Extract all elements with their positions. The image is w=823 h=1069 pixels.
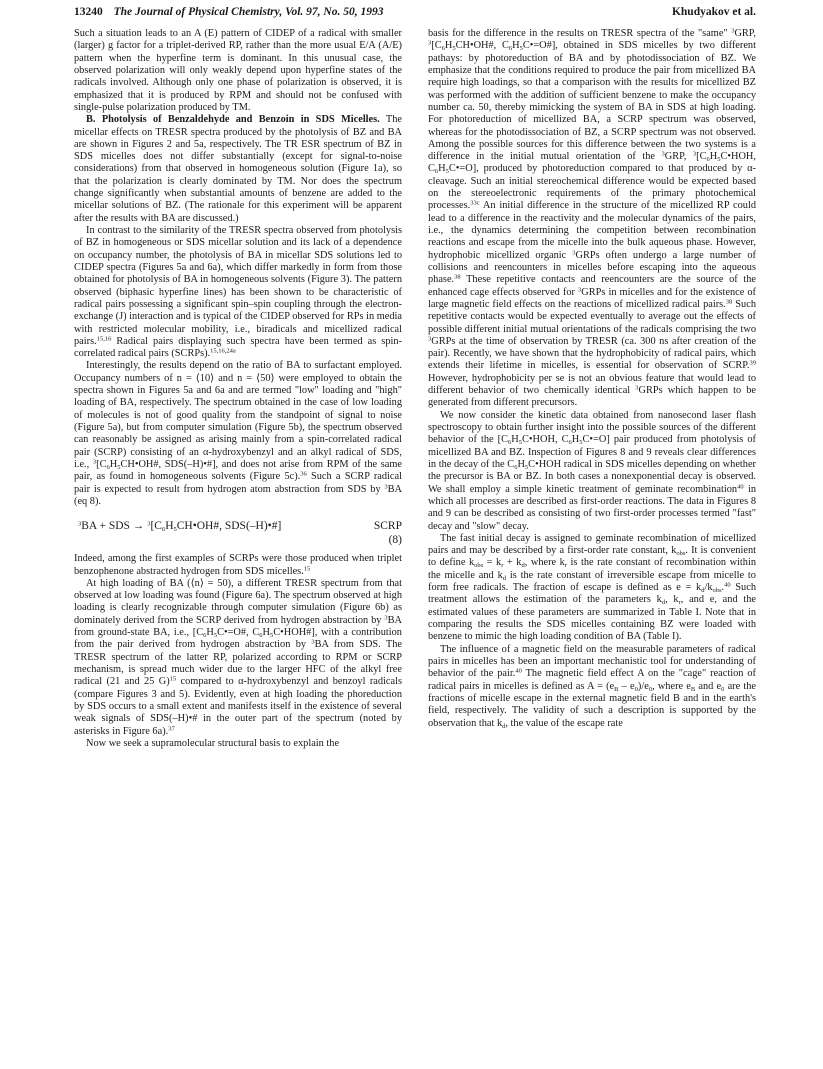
journal-citation: The Journal of Physical Chemistry, Vol. 97, No. 50, 1993: [113, 6, 384, 18]
paragraph-high-loading: At high loading of BA (⟨n⟩ = 50), a different TRESR spectrum from that observed at low loading was found (Figure 6a). The spectrum observed at high loading is clearly recognizable through computer simulation (Figure 6b) as dominately derived from the SCRP derived from hydrogen abstraction by $^3$BA from ground-state BA, i.e., [$C_6H_5C•=O\#$, $C_6H_5C•HOH\#$], with a contribution from the pair derived from hydrogen abstraction by $^3$BA from SDS. The TRESR spectrum of the latter RP, polarized according to RPM or SCRP mechanism, is spread much wider due to the larger HFC of the alkyl free radical (21 and 25 G)$^{15}$ compared to α-hydroxybenzyl and benzoyl radicals (compare Figures 3 and 5). Evidently, even at high loading the phoreduction by SDS occurs to a small extent and manifests itself in the existence of several weak signals of SDS(–H)•# in the outer part of the spectrum (noted by asterisks in Figure 6a).$^{37}$: [74, 577, 402, 737]
paragraph-supramolecular: Now we seek a supramolecular structural basis to explain the: [86, 737, 340, 749]
equation-8-number: (8): [388, 534, 402, 547]
paragraph-contrast: In contrast to the similarity of the TRESR spectra observed from photolysis of BZ in homogeneous or SDS micellar solution and its lack of a dependence on occupancy number, the photolysis of BA in micellar SDS solutions led to CIDEP spectra (Figures 5a and 6a), which differ markedly in form from those obtained for photolysis of BA in homogeneous solvents (Figure 3). The pattern observed (biphasic hyperfine lines) has been shown to be characteristic of radical pairs possessing a significant spin–spin coupling through the electron-exchange (J) interaction and is typical of the CIDEP observed for RPs in media with restricted molecular mobility, i.e., biradicals and micellized radical pairs.$^{15,16}$ Radical pairs displaying such spectra have been termed as spin-correlated radical pairs (SCRPs).$^{15,16,24a}$: [74, 225, 402, 360]
paragraph-section-b: B. Photolysis of Benzaldehyde and Benzoin in SDS Micelles. The micellar effects on TRESR spectra produced by the photolysis of BZ and BA are shown in Figures 2 and 5a, respectively. The TR ESR spectrum of BZ in SDS micelles does not differ substantially (except for signal-to-noise considerations) from that observed in homogeneous solution (Figure 1a), so that the polarization is clearly dominated by TM. Nor does the spectrum change significantly when substantial amounts of benzene are added to the micellar solutions of BZ. (The rationale for this experiment will be apparent after the results with BA are discussed.): [74, 114, 402, 224]
right-column: [428, 28, 756, 730]
header-left: [74, 6, 383, 18]
paragraph-first-examples: Indeed, among the first examples of SCRPs were those produced when triplet benzophenone abstracted hydrogen from SDS micelles.$^{15}$: [74, 553, 402, 577]
author-running-head: Khudyakov et al.: [671, 6, 756, 18]
paragraph-basis: basis for the difference in the results on TRESR spectra of the "same" $^3$GRP, $^3[C_6H_5CH•OH\#$, $C_6H_5C•=O\#$], obtained in SDS micelles by two different pathays: by photoreduction of BA and by photodissociation of BZ. We emphasize that the conditions required to produce the pair from micellized BA require high loadings, so that a comparison with the results for micellized BZ was performed with the addition of sufficient benzene to make the occupancy number ca. 50, thereby mimicking the system of BA in SDS at high loading. For photoreduction of micellized BA, a SCRP spectrum was observed, whereas for the photodissociation of BZ, a SCRP spectrum was not observed. Among the possible sources for this difference between the two systems is a difference in the initial mutual orientation of the $^3$GRP, $^3[C_6H_5C•HOH$, $C_6H_5C•=O$], produced by photoreduction compared to that produced by α-cleavage. Such an initial stereochemical difference would be expected based on the stereoelectronic requirements of the primary photochemical processes.$^{33c}$ An initial difference in the structure of the micellized RP could lead to a difference in the reactivity and the molecular dynamics of the pairs, i.e., the dynamics determining the competition between recombination reactions and escape from the micelle into the bulk aqueous phase. However, hydrophobic micellized organic $^3$GRPs often undergo a large number of collisions and reencounters in micelles before escaping into the aqueous phase.$^{38}$ These repetitive contacts and reencounters are the source of the enhanced cage effects observed for $^3$GRPs in micelles and for the existence of large magnetic field effects on the reactions of micellized radical pairs.$^{38}$ Such repetitive contacts would be expected eventually to average out the effects of possible different initial mutual orientations of the radicals comprising the two $^3$GRPs at the time of observation by TRESR (ca. 300 ns after creation of the pair). Recently, we have shown that the hydrophobicity of radical pairs, which extends their lifetime in micelles, is essential for observation of SCRP.$^{39}$ However, hydrophobicity per se is not an obvious feature that would lead to different behavior of two chemically identical $^3$GRPs which happen to be generated from different precursors.: [428, 27, 756, 409]
section-heading-b: B. Photolysis of Benzaldehyde and Benzoin in SDS Micelles.: [86, 114, 380, 126]
paragraph-fast-decay: The fast initial decay is assigned to geminate recombination of micellized pairs and may be described by a first-order rate constant, $k_{obs}$. It is convenient to define $k_{obs} = k_r + k_d$, where $k_r$ is the rate constant of recombination within the micelle and $k_d$ is the rate constant of irreversible escape from micelle to form free radicals. The fraction of escape is defined as $e = k_d/k_{obs}.^{40}$ Such treatment allows the estimation of the parameters $k_d$, $k_r$, and e, and the estimated values of these parameters are summarized in Table I. Note that in comparing the results the SDS micelles containing BZ were loaded with benzene to mimic the high loading condition of BA (Table I).: [428, 532, 757, 643]
paragraph-kinetic-data: We now consider the kinetic data obtained from nanosecond laser flash spectroscopy to obtain further insight into the possible sources of the different behavior of the [$C_6H_5C•HOH$, $C_6H_5C•=O$] pair produced from photolysis of micellized BA and BZ. Inspection of Figures 8 and 9 reveals clear differences in the decay of the $C_6H_5C•HOH$ radical in SDS micelles depending on whether the precursor is BA or BZ. In both cases a nonexponential decay is observed. We shall employ a simple kinetic treatment of geminate recombination$^{40}$ in which all processes are described as first-order reactions. The data in Figures 8 and 9 can be described as consisting of two first-order processes termed "fast" decay and "slow" decay.: [428, 409, 756, 532]
paragraph-occupancy: Interestingly, the results depend on the ratio of BA to surfactant employed. Occupancy numbers of n = ⟨10⟩ and n = ⟨50⟩ were employed to obtain the spectra shown in Figures 5a and 6a and are termed "low" loading and "high" loading of BA, respectively. The spectrum obtained in the case of low loading of molecules is not of good quality from the standpoint of signal to noise (Figure 5a), but from computer simulation (Figure 5b), the spectrum observed can reasonably be assigned as arising mainly from a spin-correlated radical pair (SCRP) consisting of an α-hydroxybenzyl and an alkyl radical of SDS, i.e., $^3[C_6H_5CH•OH\#$, SDS(–H)•#], and does not arise from RPM of the same pair, as found in homogeneous solvents (Figure 5c).$^{36}$ Such a SCRP radical pair is expected to result from hydrogen atom abstraction from SDS by $^3$BA (eq 8).: [74, 360, 402, 507]
left-column: [74, 28, 402, 750]
page-number: 13240: [74, 6, 103, 18]
paragraph-cidep-situation: Such a situation leads to an A (E) pattern of CIDEP of a radical with smaller (larger) g factor for a triplet-derived RP, rather than the more usual E/A (A/E) pattern when the hyperfine term is dominant. In this unusual case, the observed polarization will only weakly depend upon hyperfine states of the radicals involved. Although only one phase of polarization is observed, it is emphasized that it is produced by RPM and should not be confused with single-pulse polarization produced by TM.: [74, 28, 402, 113]
running-header: [74, 6, 756, 22]
paragraph-magnetic-field: The influence of a magnetic field on the measurable parameters of radical pairs in micelles has been an important mechanistic tool for understanding of behavior of the pair.$^{40}$ The magnetic field effect A on the "cage" reaction of radical pairs in micelles is defined as $A = (e_B - e_0)/e_0$, where $e_B$ and $e_0$ are the fractions of micelle escape in the external magnetic field B and in the earth's field, respectively. The validity of such a description is supported by the observation that $k_d$, the value of the escape rate: [428, 643, 757, 730]
equation-8-label: SCRP: [373, 520, 402, 533]
equation-8: [74, 514, 402, 548]
equation-8-text: $^3$BA + SDS → $^3[C_6H_5CH•OH\#$, SDS(–H)•#]: [78, 520, 282, 534]
